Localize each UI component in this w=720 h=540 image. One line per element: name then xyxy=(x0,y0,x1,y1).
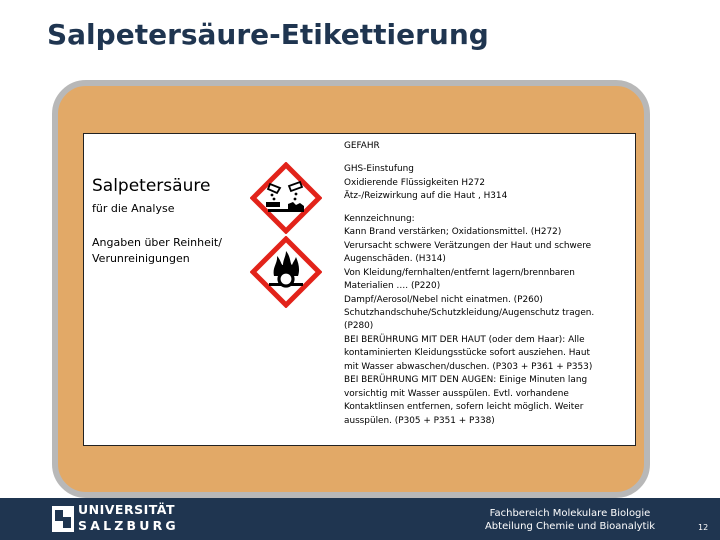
marking-section xyxy=(344,213,632,428)
marking-line: Kontaktlinsen entfernen, sofern leicht möglich. Weiter xyxy=(344,402,584,413)
university-name-line1: UNIVERSITÄT xyxy=(78,502,176,517)
marking-line: (P280) xyxy=(344,321,374,332)
department-line2: Abteilung Chemie und Bioanalytik xyxy=(484,521,656,532)
marking-line: Kann Brand verstärken; Oxidationsmittel. (H272) xyxy=(344,227,562,238)
ghs-classification xyxy=(344,163,632,203)
marking-line: Von Kleidung/fernhalten/entfernt lagern/brennbaren xyxy=(344,267,575,278)
flame-over-circle-pictogram-icon xyxy=(250,236,322,308)
marking-line: Dampf/Aerosol/Nebel nicht einatmen. (P260) xyxy=(344,294,543,305)
marking-line: kontaminierten Kleidungsstücke sofort ausziehen. Haut xyxy=(344,348,590,359)
product-name: Salpetersäure xyxy=(92,176,211,196)
page-number: 12 xyxy=(698,523,709,532)
corrosion-pictogram-icon xyxy=(250,162,322,234)
marking-line: Kennzeichnung: xyxy=(344,213,415,224)
university-logo xyxy=(78,502,179,534)
slide-title: Salpetersäure-Etikettierung xyxy=(47,18,489,51)
department-info xyxy=(470,507,670,533)
footer-bar xyxy=(0,498,720,540)
signal-word: GEFAHR xyxy=(344,141,380,151)
university-logo-icon xyxy=(52,506,74,532)
marking-line: Augenschäden. (H314) xyxy=(344,254,446,265)
marking-line: ausspülen. (P305 + P351 + P338) xyxy=(344,415,495,426)
ghs-line: Ätz-/Reizwirkung auf die Haut , H314 xyxy=(344,191,508,202)
purity-info: Angaben über Reinheit/ Verunreinigungen xyxy=(92,236,222,265)
marking-line: BEI BERÜHRUNG MIT DER HAUT (oder dem Haar): Alle xyxy=(344,334,585,345)
product-subtitle: für die Analyse xyxy=(92,202,175,215)
hazard-text-column xyxy=(344,140,632,428)
university-name-line2: SALZBURG xyxy=(78,518,179,533)
marking-line: Materialien …. (P220) xyxy=(344,281,441,292)
department-line1: Fachbereich Molekulare Biologie xyxy=(489,508,651,519)
marking-line: Verursacht schwere Verätzungen der Haut und schwere xyxy=(344,240,592,251)
marking-line: BEI BERÜHRUNG MIT DEN AUGEN: Einige Minuten lang xyxy=(344,375,588,386)
marking-line: mit Wasser abwaschen/duschen. (P303 + P361 + P353) xyxy=(344,361,593,372)
marking-line: Schutzhandschuhe/Schutzkleidung/Augenschutz tragen. xyxy=(344,307,595,318)
ghs-line: GHS-Einstufung xyxy=(344,164,414,175)
marking-line: vorsichtig mit Wasser ausspülen. Evtl. vorhandene xyxy=(344,388,569,399)
chemical-label xyxy=(83,133,636,446)
ghs-line: Oxidierende Flüssigkeiten H272 xyxy=(344,177,486,188)
